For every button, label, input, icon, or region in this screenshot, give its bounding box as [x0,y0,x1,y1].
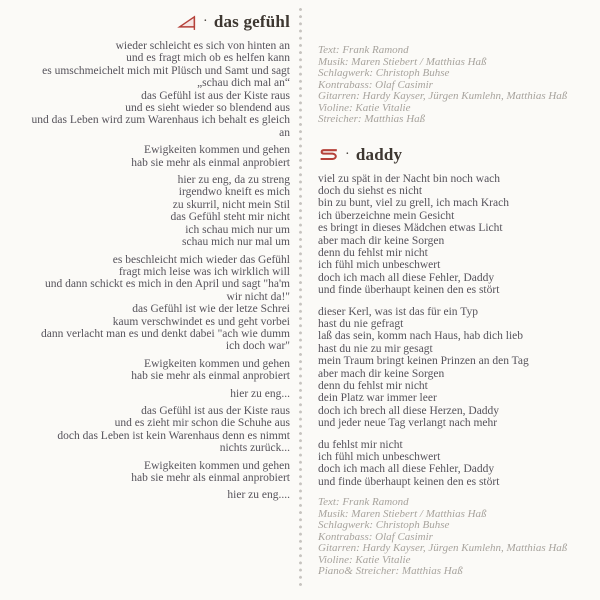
credit-line: Kontrabass: Olaf Casimir [318,78,433,91]
lyric-line: dann verlacht man es und denkt dabei "ach wie dumm [41,327,290,340]
title-separator: · [345,146,350,162]
title-separator: · [202,14,208,29]
credit-line: Gitarren: Hardy Kayser, Jürgen Kumlehn, Matthias Haß [318,542,568,555]
lyric-line: hier zu eng, da zu streng [177,174,290,187]
song1-lyrics [0,40,290,502]
lyric-line: doch ich mach all diese Fehler, Daddy [318,463,495,476]
right-column [318,45,596,578]
lyric-line: wieder schleicht es sich von hinten an [115,40,290,52]
stanza [0,388,290,400]
lyric-line: ich doch war" [225,340,290,353]
stanza [0,144,290,169]
lyric-line: an [279,126,290,139]
stanza [0,405,290,455]
lyric-line: zu skurril, nicht mein Stil [172,198,290,211]
stanza [318,439,596,489]
lyric-line: doch ich mach all diese Fehler, Daddy [318,271,495,284]
lyric-line: mein Traum bringt keinen Prinzen an den Tag [318,355,529,368]
lyric-line: laß das sein, komm nach Haus, hab dich lieb [318,330,524,343]
lyric-line: es bringt in dieses Mädchen etwas Licht [318,222,503,235]
lyric-line: doch das Leben ist kein Warenhaus denn es nimmt [57,429,290,442]
lyric-line: ich fühl mich unbeschwert [318,259,441,272]
lyric-line: und es zieht mir schon die Schuhe aus [114,417,290,430]
stanza [0,489,290,501]
lyric-line: das Gefühl steht mir nicht [170,211,290,224]
dotted-divider [299,8,302,590]
credit-line: Text: Frank Ramond [318,44,409,56]
credit-line: Schlagwerk: Christoph Buhse [318,67,450,79]
song2-credits [318,497,596,578]
lyric-line: du fehlst mir nicht [318,438,403,451]
lyric-line: Ewigkeiten kommen und gehen [144,144,290,157]
lyric-line: hier zu eng.... [227,489,290,502]
lyric-line: und es fragt mich ob es helfen kann [126,52,290,65]
lyric-line: aber mach dir keine Sorgen [318,367,445,380]
lyric-line: und jeder neue Tag verlangt nach mehr [318,417,498,430]
lyric-line: wir nicht da!" [226,290,290,303]
stanza [0,40,290,139]
lyric-line: ich schau mich nur um [185,223,290,236]
lyric-line: hab sie mehr als einmal anprobiert [131,156,290,169]
lyric-line: nichts zurück... [219,442,290,455]
stanza [0,254,290,353]
lyric-line: denn du fehlst mir nicht [318,380,428,392]
lyric-line: irgendwo kneift es mich [178,186,290,199]
stanza [0,358,290,383]
stanza [318,173,596,297]
stanza [0,460,290,485]
lyric-line: ich fühl mich unbeschwert [318,451,441,464]
lyric-line: schau mich nur mal um [182,236,290,249]
lyric-line: Ewigkeiten kommen und gehen [144,357,290,370]
credit-line: Musik: Maren Stiebert / Matthias Haß [318,507,487,520]
credit-line: Text: Frank Ramond [318,496,409,509]
lyric-line: kaum verschwindet es und geht vorbei [112,315,290,328]
lyric-line: doch ich brech all diese Herzen, Daddy [318,404,500,417]
lyric-line: doch du siehst es nicht [318,184,423,197]
song1-title-text: das gefühl [213,12,290,31]
lyric-line: es umschmeichelt mich mit Plüsch und Samt und sagt [42,64,290,77]
lyric-line: bin zu bunt, viel zu grell, ich mach Krach [318,197,509,210]
numeral-5-icon [318,147,339,163]
song2-lyrics [318,173,596,489]
credit-line: Piano& Streicher: Matthias Haß [318,565,463,578]
song2-title [318,145,596,165]
credit-line: Schlagwerk: Christoph Buhse [318,519,450,532]
lyric-line: und finde überhaupt keinen den es stört [318,284,500,297]
lyric-line: dein Platz war immer leer [318,392,437,405]
lyric-line: das Gefühl ist wie der letze Schrei [132,303,290,316]
credit-line: Streicher: Matthias Haß [318,113,426,125]
credit-line: Kontrabass: Olaf Casimir [318,530,433,543]
lyric-line: es beschleicht mich wieder das Gefühl [112,253,290,266]
song1-credits [318,45,596,126]
lyric-line: das Gefühl ist aus der Kiste raus [141,404,290,417]
lyric-line: und dann schickt es mich in den April und sagt "ha'm [44,278,290,291]
lyric-line: „schau dich mal an“ [197,77,290,90]
lyric-line: aber mach dir keine Sorgen [318,234,445,247]
left-column [0,12,290,507]
lyric-line: hab sie mehr als einmal anprobiert [131,370,290,383]
credit-line: Gitarren: Hardy Kayser, Jürgen Kumlehn, Matthias Haß [318,90,568,102]
credit-line: Musik: Maren Stiebert / Matthias Haß [318,55,487,68]
numeral-4-icon [176,14,197,31]
lyric-line: ich überzeichne mein Gesicht [318,209,455,222]
lyric-line: viel zu spät in der Nacht bin noch wach [318,172,501,185]
credit-line: Violine: Katie Vitalie [318,101,411,114]
lyric-line: denn du fehlst mir nicht [318,246,428,259]
song2-title-text: daddy [355,144,403,164]
lyric-line: hier zu eng... [230,387,290,400]
lyric-line: hab sie mehr als einmal anprobiert [131,472,290,484]
lyric-line: hast du nie zu mir gesagt [318,342,433,355]
lyric-line: Ewigkeiten kommen und gehen [144,459,290,472]
stanza [0,174,290,248]
lyric-line: fragt mich leise was ich wirklich will [118,265,290,278]
lyric-line: hast du nie gefragt [318,317,404,330]
lyric-line: und das Leben wird zum Warenhaus ich behalt es gleich [31,114,290,127]
lyric-line: dieser Kerl, was ist das für ein Typ [318,305,478,318]
lyric-line: das Gefühl ist aus der Kiste raus [141,89,290,102]
lyric-line: und es sieht wieder so blendend aus [125,102,290,115]
song1-title [0,12,290,32]
lyric-line: und finde überhaupt keinen den es stört [318,475,500,488]
stanza [318,306,596,430]
credit-line: Violine: Katie Vitalie [318,553,411,566]
